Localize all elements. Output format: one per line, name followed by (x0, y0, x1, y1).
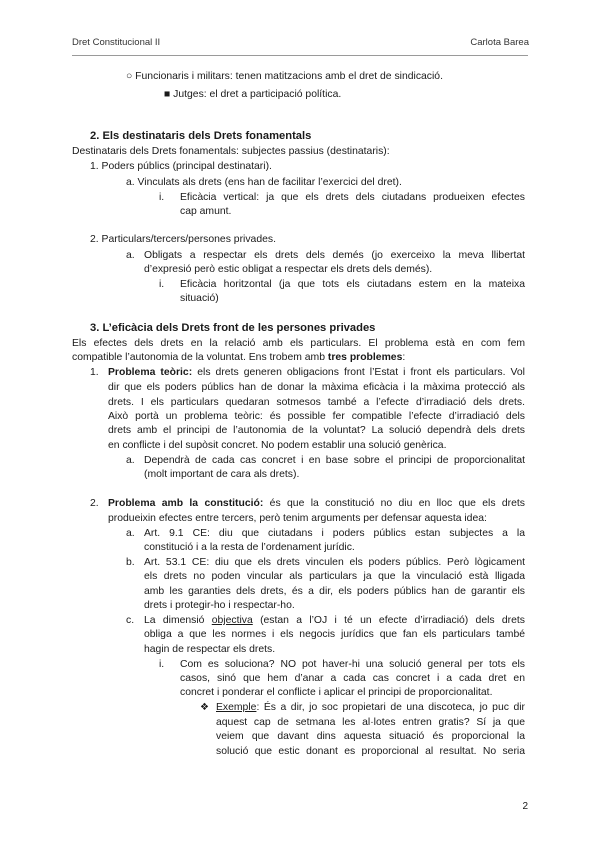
list-marker: i. (159, 659, 165, 670)
header-course-title: Dret Constitucional II (72, 37, 161, 48)
section-heading-2: 2. Els destinataris dels Drets fonamentals (90, 130, 312, 142)
underlined-term: Exemple (216, 702, 257, 713)
paragraph-line: compatible l’autonomia de la voluntat. Ens trobem amb tres problemes: (72, 352, 406, 363)
paragraph-line: situació) (180, 293, 219, 304)
paragraph-line: veiem que davant dins aquesta situació és proporcional la (216, 731, 525, 742)
paragraph-line: hagin de respectar els drets. (144, 644, 276, 655)
diamond-bullet-icon: ❖ (200, 702, 209, 713)
paragraph-line: solució que estic donant es proporcional al resultat. No seria (216, 746, 525, 757)
paragraph-line: d’expresió però estic obligat a respectar els drets dels demés). (144, 264, 433, 275)
paragraph-line: cap amunt. (180, 206, 232, 217)
list-item: Obligats a respectar els drets dels demés (jo exerceixo la meva llibertat (144, 250, 525, 261)
bold-term: Problema amb la constitució: (108, 498, 264, 509)
paragraph-line: els drets no poden vincular als particulars ja que la vinculació està lligada (144, 571, 525, 582)
paragraph-line: produeixin efectes entre tercers, però tenim arguments per defensar aquesta idea: (108, 513, 487, 524)
paragraph-line: Això portà un problema teòric: és possible fer compatible l’efecte d’irradiació dels (108, 411, 525, 422)
page-number: 2 (522, 801, 528, 812)
list-item: Dependrà de cada cas concret i en base sobre el principi de proporcionalitat (144, 455, 525, 466)
list-item: Problema amb la constitució: és que la constitució no diu en lloc que els drets (108, 498, 525, 509)
list-marker: c. (126, 615, 135, 626)
header-divider (72, 55, 528, 56)
paragraph-line: (molt important de cara als drets). (144, 469, 300, 480)
bold-phrase: tres problemes (327, 352, 403, 363)
list-item: 1. Poders públics (principal destinatari). (90, 161, 272, 172)
paragraph-line: drets. I els particulars quedaran sotmesos també a l’efecte d’irradiació dels drets. (108, 397, 525, 408)
header-author: Carlota Barea (470, 37, 529, 48)
section-heading-3: 3. L’eficàcia dels Drets front de les persones privades (90, 322, 376, 334)
paragraph-line: obliga a que les normes i els negocis jurídics que fan els particulars també (144, 629, 525, 640)
list-item: Com es soluciona? NO pot haver-hi una solució general per tots els (180, 659, 525, 670)
list-item: Problema teòric: els drets generen obligacions front l’Estat i front els particulars. Vol (108, 367, 525, 378)
paragraph-line: Els efectes dels drets en la relació amb els particulars. El problema està en com fem (72, 338, 525, 349)
list-marker: a. (126, 250, 135, 261)
list-item: La dimensió objectiva (estan a l’OJ i té un efecte d’irradiació) dels drets (144, 615, 526, 626)
paragraph-line: drets amb el principi de l’autonomia de la voluntat? La solució dependrà dels drets (108, 425, 525, 436)
list-item: Art. 9.1 CE: diu que ciutadans i poders públics estan subjectes a la (144, 528, 525, 539)
paragraph-line: amb les garanties dels drets, és a dir, els poders públics han de garantir els (144, 586, 525, 597)
list-item: Eficàcia vertical: ja que els drets dels ciutadans produeixen efectes (180, 192, 525, 203)
list-item: ■ Jutges: el dret a participació política. (164, 89, 342, 100)
paragraph-line: casos, sinó que hem d’anar a cada cas concret i a cada dret en (180, 673, 525, 684)
paragraph-line: concret i ponderar el conflicte i aplicar el principi de proporcionalitat. (180, 687, 493, 698)
paragraph-line: en conflicte i del supòsit concret. No podem establir una solució genèrica. (108, 440, 447, 451)
list-item: a. Vinculats als drets (ens han de facilitar l’exercici del dret). (126, 177, 402, 188)
bold-term: Problema teòric: (108, 367, 193, 378)
paragraph-line: Destinataris dels Drets fonamentals: subjectes passius (destinataris): (72, 146, 390, 157)
list-item: 2. Particulars/tercers/persones privades. (90, 234, 276, 245)
list-marker: i. (159, 192, 165, 203)
underlined-term: objectiva (211, 615, 253, 626)
paragraph-line: aquest cap de setmana les al·lotes entren gratis? Sí ja que (216, 717, 525, 728)
paragraph-line: dir que els poders públics han de donar la màxima eficàcia i la màxima protecció als (108, 382, 525, 393)
paragraph-line: constitució i a la resta de l’ordenament jurídic. (144, 542, 355, 553)
list-marker: 1. (90, 367, 99, 378)
list-item: ○ Funcionaris i militars: tenen matitzacions amb el dret de sindicació. (126, 71, 443, 82)
list-marker: a. (126, 455, 135, 466)
list-marker: a. (126, 528, 135, 539)
paragraph-line: drets i protegir-ho i respectar-ho. (144, 600, 295, 611)
list-marker: i. (159, 279, 165, 290)
list-item: Art. 53.1 CE: diu que els drets vinculen els poders públics. Però lògicament (144, 557, 525, 568)
list-item: Exemple: És a dir, jo soc propietari de una discoteca, jo puc dir (216, 702, 525, 713)
list-item: Eficàcia horitzontal (ja que tots els ciutadans estem en la mateixa (180, 279, 525, 290)
list-marker: b. (126, 557, 135, 568)
list-marker: 2. (90, 498, 99, 509)
